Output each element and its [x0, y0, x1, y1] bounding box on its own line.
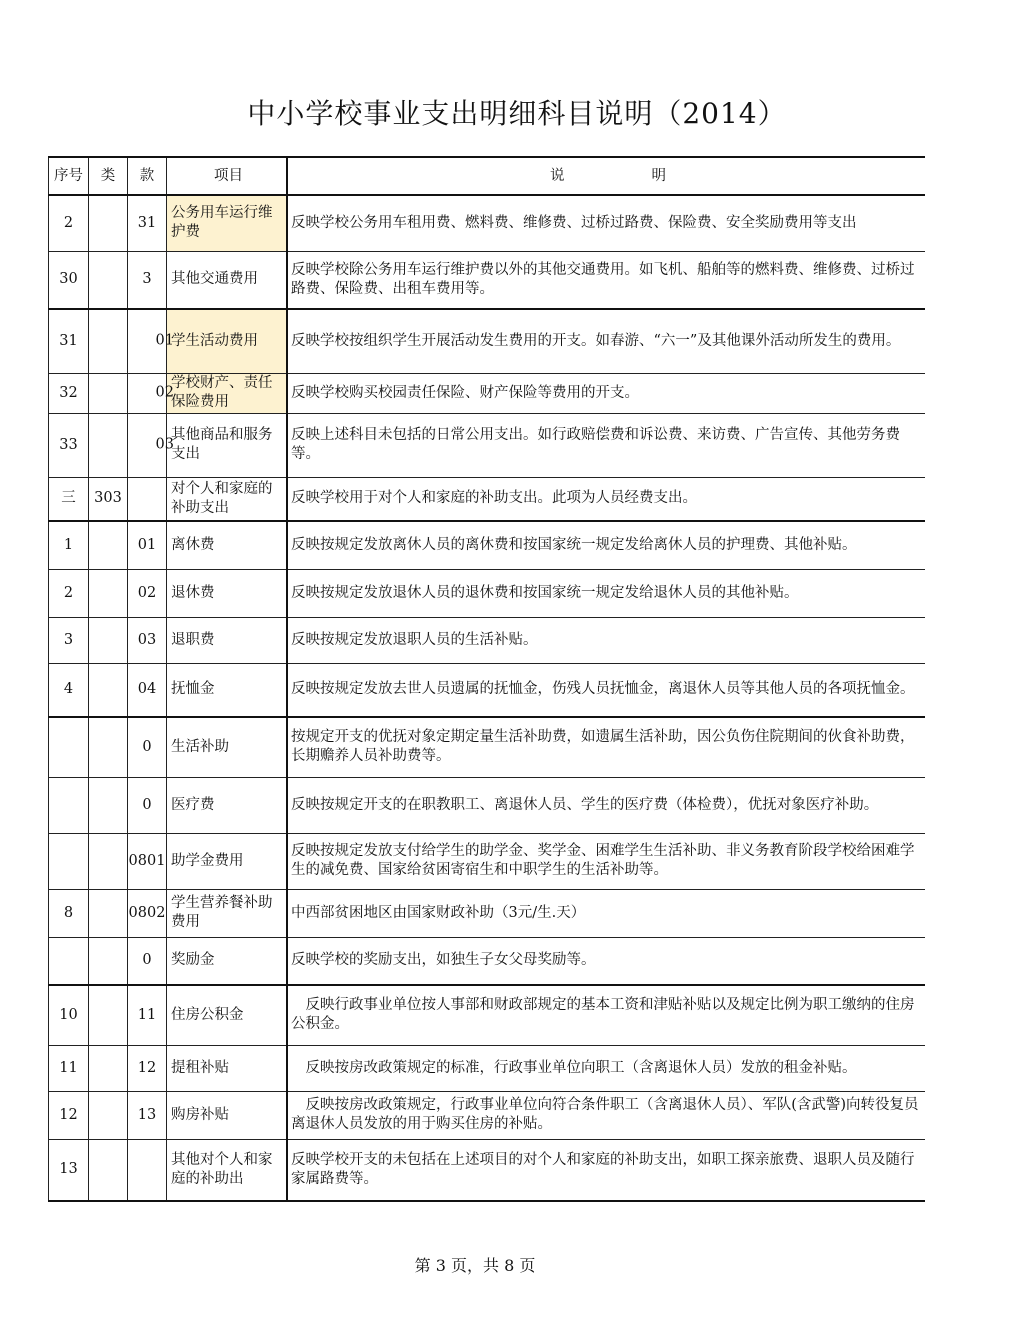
cell-lei: [89, 1139, 128, 1201]
cell-kuan: 04: [128, 663, 167, 717]
cell-lei: [89, 251, 128, 309]
cell-kuan: [128, 309, 174, 373]
cell-desc: 反映学校公务用车租用费、燃料费、维修费、过桥过路费、保险费、安全奖励费用等支出: [287, 195, 925, 251]
cell-seq: 13: [49, 1139, 89, 1201]
cell-item: 奖励金: [167, 937, 288, 985]
table-row: [49, 1045, 926, 1091]
cell-lei: [89, 937, 128, 985]
cell-seq: 30: [49, 251, 89, 309]
kuan-code: 02: [155, 384, 174, 401]
header-seq: 序号: [49, 157, 89, 195]
table-row: [49, 937, 926, 985]
cell-desc: 反映按规定发放退职人员的生活补贴。: [287, 617, 925, 663]
cell-lei: [89, 717, 128, 777]
table-row: [49, 777, 926, 833]
cell-seq: 三: [49, 477, 89, 521]
header-desc: 说 明: [287, 157, 925, 195]
cell-lei: [89, 777, 128, 833]
cell-item: 离休费: [167, 521, 288, 569]
cell-item: 公务用车运行维护费: [167, 195, 288, 251]
cell-seq: 31: [49, 309, 89, 373]
cell-item: 学校财产、责任保险费用: [167, 373, 288, 413]
cell-kuan: [128, 413, 174, 477]
cell-item: 退职费: [167, 617, 288, 663]
cell-seq: [49, 777, 89, 833]
cell-kuan: 11: [128, 985, 167, 1045]
cell-kuan: [128, 373, 174, 413]
table-row: [49, 1139, 926, 1201]
cell-seq: 33: [49, 413, 89, 477]
cell-desc: 反映学校的奖励支出，如独生子女父母奖励等。: [287, 937, 925, 985]
table-row: [49, 717, 926, 777]
cell-kuan: 31: [128, 195, 167, 251]
cell-lei: [89, 617, 128, 663]
cell-kuan: 3: [128, 251, 167, 309]
cell-item: 其他对个人和家庭的补助出: [167, 1139, 288, 1201]
table-row: [49, 663, 926, 717]
cell-item: 其他商品和服务支出: [167, 413, 288, 477]
cell-lei: [89, 195, 128, 251]
table-header-row: [49, 157, 926, 195]
cell-desc: 反映按规定开支的在职教职工、离退休人员、学生的医疗费（体检费），优抚对象医疗补助。: [287, 777, 925, 833]
cell-seq: [49, 937, 89, 985]
cell-desc: 反映学校按组织学生开展活动发生费用的开支。如春游、“六一”及其他课外活动所发生的费用。: [287, 309, 925, 373]
cell-item: 对个人和家庭的补助支出: [167, 477, 288, 521]
cell-desc: 反映学校除公务用车运行维护费以外的其他交通费用。如飞机、船舶等的燃料费、维修费、过桥过路费、保险费、出租车费用等。: [287, 251, 925, 309]
table-row: [49, 617, 926, 663]
table-row: [49, 195, 926, 251]
header-kuan: 款: [128, 157, 167, 195]
table-row: [49, 521, 926, 569]
table-row: [49, 889, 926, 937]
cell-lei: [89, 309, 128, 373]
cell-item: 住房公积金: [167, 985, 288, 1045]
cell-lei: [89, 985, 128, 1045]
cell-desc: 反映学校购买校园责任保险、财产保险等费用的开支。: [287, 373, 925, 413]
cell-desc: 反映按规定发放离休人员的离休费和按国家统一规定发给离休人员的护理费、其他补贴。: [287, 521, 925, 569]
cell-seq: [49, 833, 89, 889]
cell-desc: 反映学校用于对个人和家庭的补助支出。此项为人员经费支出。: [287, 477, 925, 521]
cell-desc: 反映行政事业单位按人事部和财政部规定的基本工资和津贴补贴以及规定比例为职工缴纳的住房公积金。: [287, 985, 925, 1045]
cell-desc: 反映按房改政策规定的标准，行政事业单位向职工（含离退休人员）发放的租金补贴。: [287, 1045, 925, 1091]
cell-seq: 4: [49, 663, 89, 717]
cell-seq: 12: [49, 1091, 89, 1139]
cell-kuan: [128, 477, 167, 521]
cell-kuan: 0: [128, 717, 167, 777]
cell-lei: [89, 1091, 128, 1139]
cell-desc: 反映学校开支的未包括在上述项目的对个人和家庭的补助支出，如职工探亲旅费、退职人员及随行家属路费等。: [287, 1139, 925, 1201]
cell-kuan: 0: [128, 937, 167, 985]
table-row: [49, 833, 926, 889]
cell-desc: 反映按规定发放支付给学生的助学金、奖学金、困难学生生活补助、非义务教育阶段学校给困难学生的减免费、国家给贫困寄宿生和中职学生的生活补助等。: [287, 833, 925, 889]
cell-seq: 32: [49, 373, 89, 413]
cell-item: 提租补贴: [167, 1045, 288, 1091]
table-row: [49, 477, 926, 521]
cell-desc: 中西部贫困地区由国家财政补助（3元/生.天）: [287, 889, 925, 937]
table-row: [49, 985, 926, 1045]
cell-lei: [89, 663, 128, 717]
cell-desc: 反映按规定发放去世人员遗属的抚恤金，伤残人员抚恤金，离退休人员等其他人员的各项抚恤金。: [287, 663, 925, 717]
cell-seq: 3: [49, 617, 89, 663]
header-item: 项目: [167, 157, 288, 195]
cell-seq: 2: [49, 195, 89, 251]
cell-item: 其他交通费用: [167, 251, 288, 309]
cell-seq: 11: [49, 1045, 89, 1091]
cell-lei: [89, 833, 128, 889]
cell-lei: [89, 1045, 128, 1091]
cell-lei: [89, 569, 128, 617]
subject-table: [48, 156, 925, 1202]
cell-desc: 反映上述科目未包括的日常公用支出。如行政赔偿费和诉讼费、来访费、广告宣传、其他劳务费等。: [287, 413, 925, 477]
cell-desc: 反映按规定发放退休人员的退休费和按国家统一规定发给退休人员的其他补贴。: [287, 569, 925, 617]
cell-item: 生活补助: [167, 717, 288, 777]
cell-seq: 2: [49, 569, 89, 617]
cell-seq: 8: [49, 889, 89, 937]
cell-kuan: 12: [128, 1045, 167, 1091]
table-row: [49, 251, 926, 309]
page-footer: 第 3 页，共 8 页: [414, 1256, 536, 1275]
cell-item: 学生活动费用: [167, 309, 288, 373]
kuan-code: 03: [155, 436, 174, 453]
cell-desc: 反映按房改政策规定，行政事业单位向符合条件职工（含离退休人员）、军队(含武警)向转役复员离退休人员发放的用于购买住房的补贴。: [287, 1091, 925, 1139]
cell-kuan: 0801: [128, 833, 167, 889]
table-row: [49, 413, 926, 477]
cell-item: 学生营养餐补助费用: [167, 889, 288, 937]
table-row: [49, 373, 926, 413]
cell-kuan: 01: [128, 521, 167, 569]
page-title: 中小学校事业支出明细科目说明（2014）: [247, 97, 787, 130]
cell-kuan: 02: [128, 569, 167, 617]
cell-kuan: 0802: [128, 889, 167, 937]
cell-kuan: 0: [128, 777, 167, 833]
cell-kuan: 13: [128, 1091, 167, 1139]
cell-item: 抚恤金: [167, 663, 288, 717]
cell-lei: [89, 521, 128, 569]
cell-kuan: 03: [128, 617, 167, 663]
cell-lei: [89, 373, 128, 413]
header-lei: 类: [89, 157, 128, 195]
kuan-code: 01: [155, 332, 174, 349]
cell-lei: [89, 889, 128, 937]
cell-item: 助学金费用: [167, 833, 288, 889]
cell-item: 退休费: [167, 569, 288, 617]
cell-lei: [89, 413, 128, 477]
cell-item: 购房补贴: [167, 1091, 288, 1139]
cell-lei: 303: [89, 477, 128, 521]
cell-seq: 1: [49, 521, 89, 569]
cell-kuan: [128, 1139, 167, 1201]
cell-seq: [49, 717, 89, 777]
cell-seq: 10: [49, 985, 89, 1045]
table-row: [49, 569, 926, 617]
cell-item: 医疗费: [167, 777, 288, 833]
table-row: [49, 1091, 926, 1139]
table-row: [49, 309, 926, 373]
cell-desc: 按规定开支的优抚对象定期定量生活补助费，如遗属生活补助，因公负伤住院期间的伙食补助费，长期赡养人员补助费等。: [287, 717, 925, 777]
